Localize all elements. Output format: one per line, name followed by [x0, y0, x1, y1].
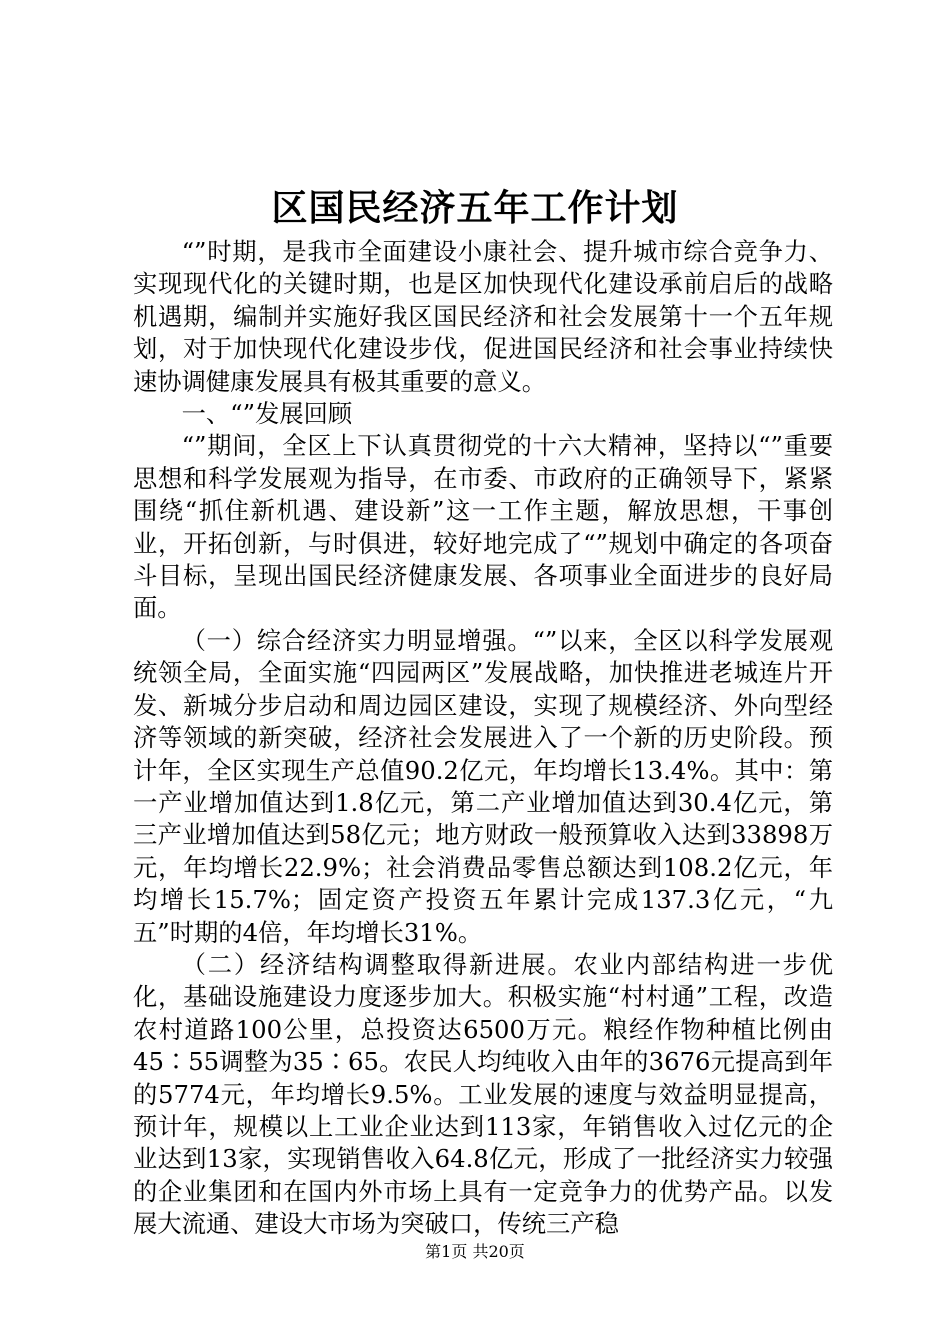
section-heading-review: 一、“”发展回顾: [181, 399, 353, 429]
paragraph-review: “”期间，全区上下认真贯彻党的十六大精神，坚持以“”重要思想和科学发展观为指导，在市委、市政府的正确领导下，紧紧围绕“抓住新机遇、建设新”这一工作主题，解放思想，干事创业，开拓创新，与时俱进，较好地完成了“”规划中确定的各项奋斗目标，呈现出国民经济健康发展、各项事业全面进步的良好局面。: [133, 431, 833, 623]
paragraph-intro: “”时期，是我市全面建设小康社会、提升城市综合竞争力、实现现代化的关键时期，也是区加快现代化建设承前启后的战略机遇期，编制并实施好我区国民经济和社会发展第十一个五年规划，对于加快现代化建设步伐，促进国民经济和社会事业持续快速协调健康发展具有极其重要的意义。: [133, 237, 833, 396]
paragraph-economic-strength: （一）综合经济实力明显增强。“”以来，全区以科学发展观统领全局，全面实施“四园两区”发展战略，加快推进老城连片开发、新城分步启动和周边园区建设，实现了规模经济、外向型经济等领域的新突破，经济社会发展进入了一个新的历史阶段。预计年，全区实现生产总值90.2亿元，年均增长13.4%。其中：第一产业增加值达到1.8亿元，第二产业增加值达到30.4亿元，第三产业增加值达到58亿元；地方财政一般预算收入达到33898万元，年均增长22.9%；社会消费品零售总额达到108.2亿元，年均增长15.7%；固定资产投资五年累计完成137.3亿元，“九五”时期的4倍，年均增长31%。: [133, 625, 833, 947]
document-body: [133, 236, 833, 1241]
page-number-footer: 第1页 共20页: [425, 1242, 525, 1261]
document-title: 区国民经济五年工作计划: [271, 187, 679, 229]
paragraph-structure-adjustment: （二）经济结构调整取得新进展。农业内部结构进一步优化，基础设施建设力度逐步加大。积极实施“村村通”工程，改造农村道路100公里，总投资达6500万元。粮经作物种植比例由45∶55调整为35∶65。农民人均纯收入由年的3676元提高到年的5774元，年均增长9.5%。工业发展的速度与效益明显提高，预计年，规模以上工业企业达到113家，年销售收入过亿元的企业达到13家，实现销售收入64.8亿元，形成了一批经济实力较强的企业集团和在国内外市场上具有一定竞争力的优势产品。以发展大流通、建设大市场为突破口，传统三产稳: [133, 949, 833, 1239]
